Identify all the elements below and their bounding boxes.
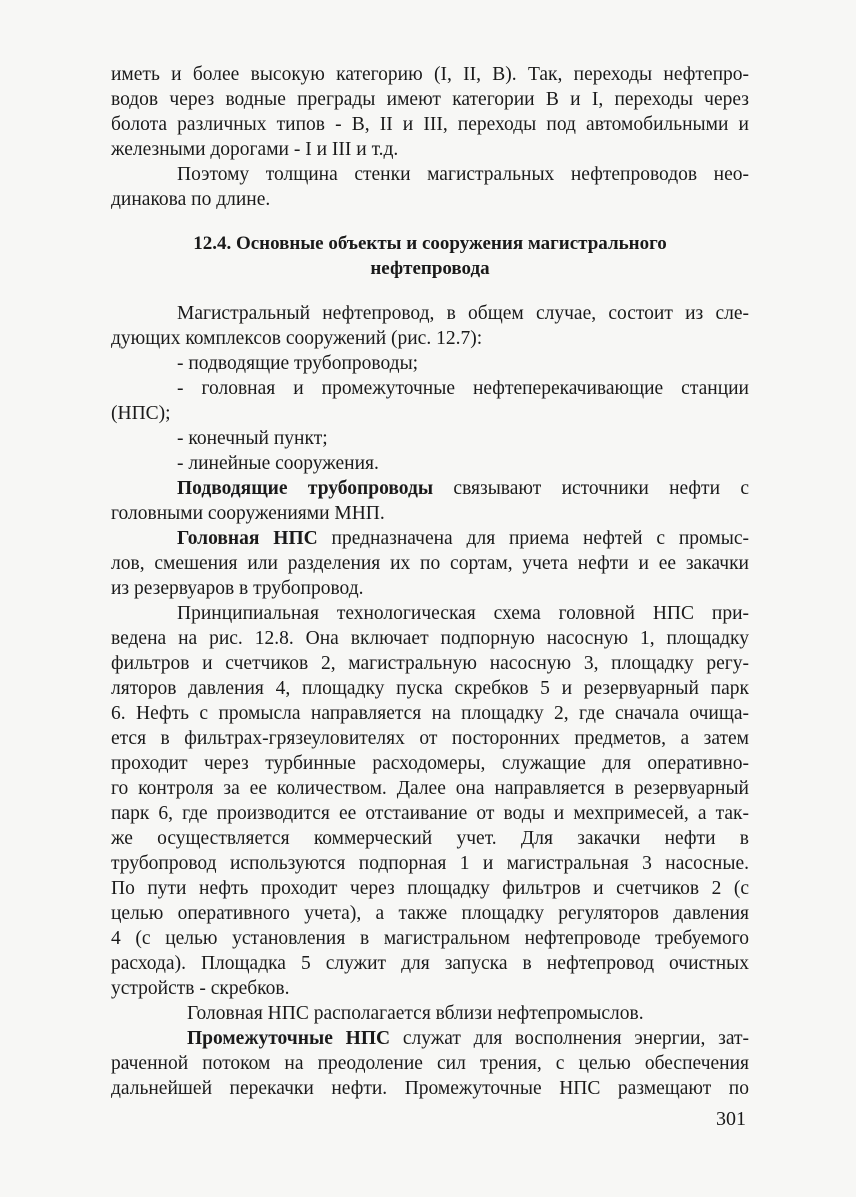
paragraph-line: же осуществляется коммерческий учет. Для закачки нефти в bbox=[111, 828, 749, 849]
paragraph-text: служат для восполнения энергии, зат- bbox=[390, 1028, 749, 1049]
paragraph-line: раченной потоком на преодоление сил трения, с целью обеспечения bbox=[111, 1053, 749, 1074]
paragraph-line: 4 (с целью установления в магистральном нефтепроводе требуемого bbox=[111, 928, 749, 949]
paragraph-line: По пути нефть проходит через площадку фильтров и счетчиков 2 (с bbox=[111, 878, 749, 899]
paragraph-line: ляторов давления 4, площадку пуска скребков 5 и резервуарный парк bbox=[111, 678, 749, 699]
paragraph-line: дующих комплексов сооружений (рис. 12.7): bbox=[111, 328, 483, 349]
paragraph-line bbox=[111, 526, 749, 551]
paragraph-line: железными дорогами - I и III и т.д. bbox=[111, 139, 399, 160]
section-heading-line: нефтепровода bbox=[370, 258, 490, 279]
paragraph-line: из резервуаров в трубопровод. bbox=[111, 578, 364, 599]
paragraph-text: связывают источники нефти с bbox=[433, 478, 749, 499]
list-item: - линейные сооружения. bbox=[177, 453, 379, 474]
paragraph-line: лов, смешения или разделения их по сортам, учета нефти и ее закачки bbox=[111, 553, 749, 574]
list-item-continuation: (НПС); bbox=[111, 403, 171, 424]
paragraph-line: парк 6, где производится ее отстаивание от воды и мехпримесей, а так- bbox=[111, 803, 749, 824]
term-bold: Головная НПС bbox=[177, 528, 318, 549]
paragraph-line: устройств - скребков. bbox=[111, 978, 290, 999]
paragraph-line: водов через водные преграды имеют категории В и I, переходы через bbox=[111, 89, 749, 110]
list-item: - конечный пункт; bbox=[177, 428, 328, 449]
paragraph-line: Поэтому толщина стенки магистральных нефтепроводов нео- bbox=[177, 164, 749, 185]
paragraph-line: Магистральный нефтепровод, в общем случае, состоит из сле- bbox=[177, 303, 749, 324]
page-text bbox=[111, 62, 749, 1101]
paragraph-line: 6. Нефть с промысла направляется на площадку 2, где сначала очища- bbox=[111, 703, 749, 724]
paragraph-line: фильтров и счетчиков 2, магистральную насосную 3, площадку регу- bbox=[111, 653, 749, 674]
paragraph-line bbox=[111, 476, 749, 501]
paragraph-line: целью оперативного учета), а также площадку регуляторов давления bbox=[111, 903, 749, 924]
paragraph-line: проходит через турбинные расходомеры, служащие для оперативно- bbox=[111, 753, 749, 774]
paragraph-line: расхода). Площадка 5 служит для запуска в нефтепровод очистных bbox=[111, 953, 749, 974]
page-number: 301 bbox=[716, 1108, 746, 1130]
list-item: - подводящие трубопроводы; bbox=[177, 353, 419, 374]
paragraph-text: предназначена для приема нефтей с промыс- bbox=[317, 528, 750, 549]
term-bold: Подводящие трубопроводы bbox=[177, 478, 434, 499]
paragraph-line: ведена на рис. 12.8. Она включает подпорную насосную 1, площадку bbox=[111, 628, 749, 649]
section-heading bbox=[111, 231, 749, 281]
paragraph-line bbox=[111, 1026, 749, 1051]
paragraph-line: го контроля за ее количеством. Далее она направляется в резервуарный bbox=[111, 778, 749, 799]
paragraph-line: динакова по длине. bbox=[111, 189, 271, 210]
paragraph-line: Головная НПС располагается вблизи нефтепромыслов. bbox=[187, 1003, 644, 1024]
paragraph-line: иметь и более высокую категорию (I, II, В). Так, переходы нефтепро- bbox=[111, 64, 749, 85]
term-bold: Промежуточные НПС bbox=[187, 1028, 391, 1049]
paragraph-line: дальнейшей перекачки нефти. Промежуточные НПС размещают по bbox=[111, 1078, 749, 1099]
paragraph-line: ется в фильтрах-грязеуловителях от посторонних предметов, а затем bbox=[111, 728, 749, 749]
paragraph-line: Принципиальная технологическая схема головной НПС при- bbox=[177, 603, 749, 624]
paragraph-line: головными сооружениями МНП. bbox=[111, 503, 385, 524]
paragraph-line: трубопровод используются подпорная 1 и магистральная 3 насосные. bbox=[111, 853, 749, 874]
paragraph-line: болота различных типов - В, II и III, переходы под автомобильными и bbox=[111, 114, 749, 135]
section-heading-line: 12.4. Основные объекты и сооружения магистрального bbox=[193, 233, 667, 254]
list-item: - головная и промежуточные нефтеперекачивающие станции bbox=[177, 378, 749, 399]
